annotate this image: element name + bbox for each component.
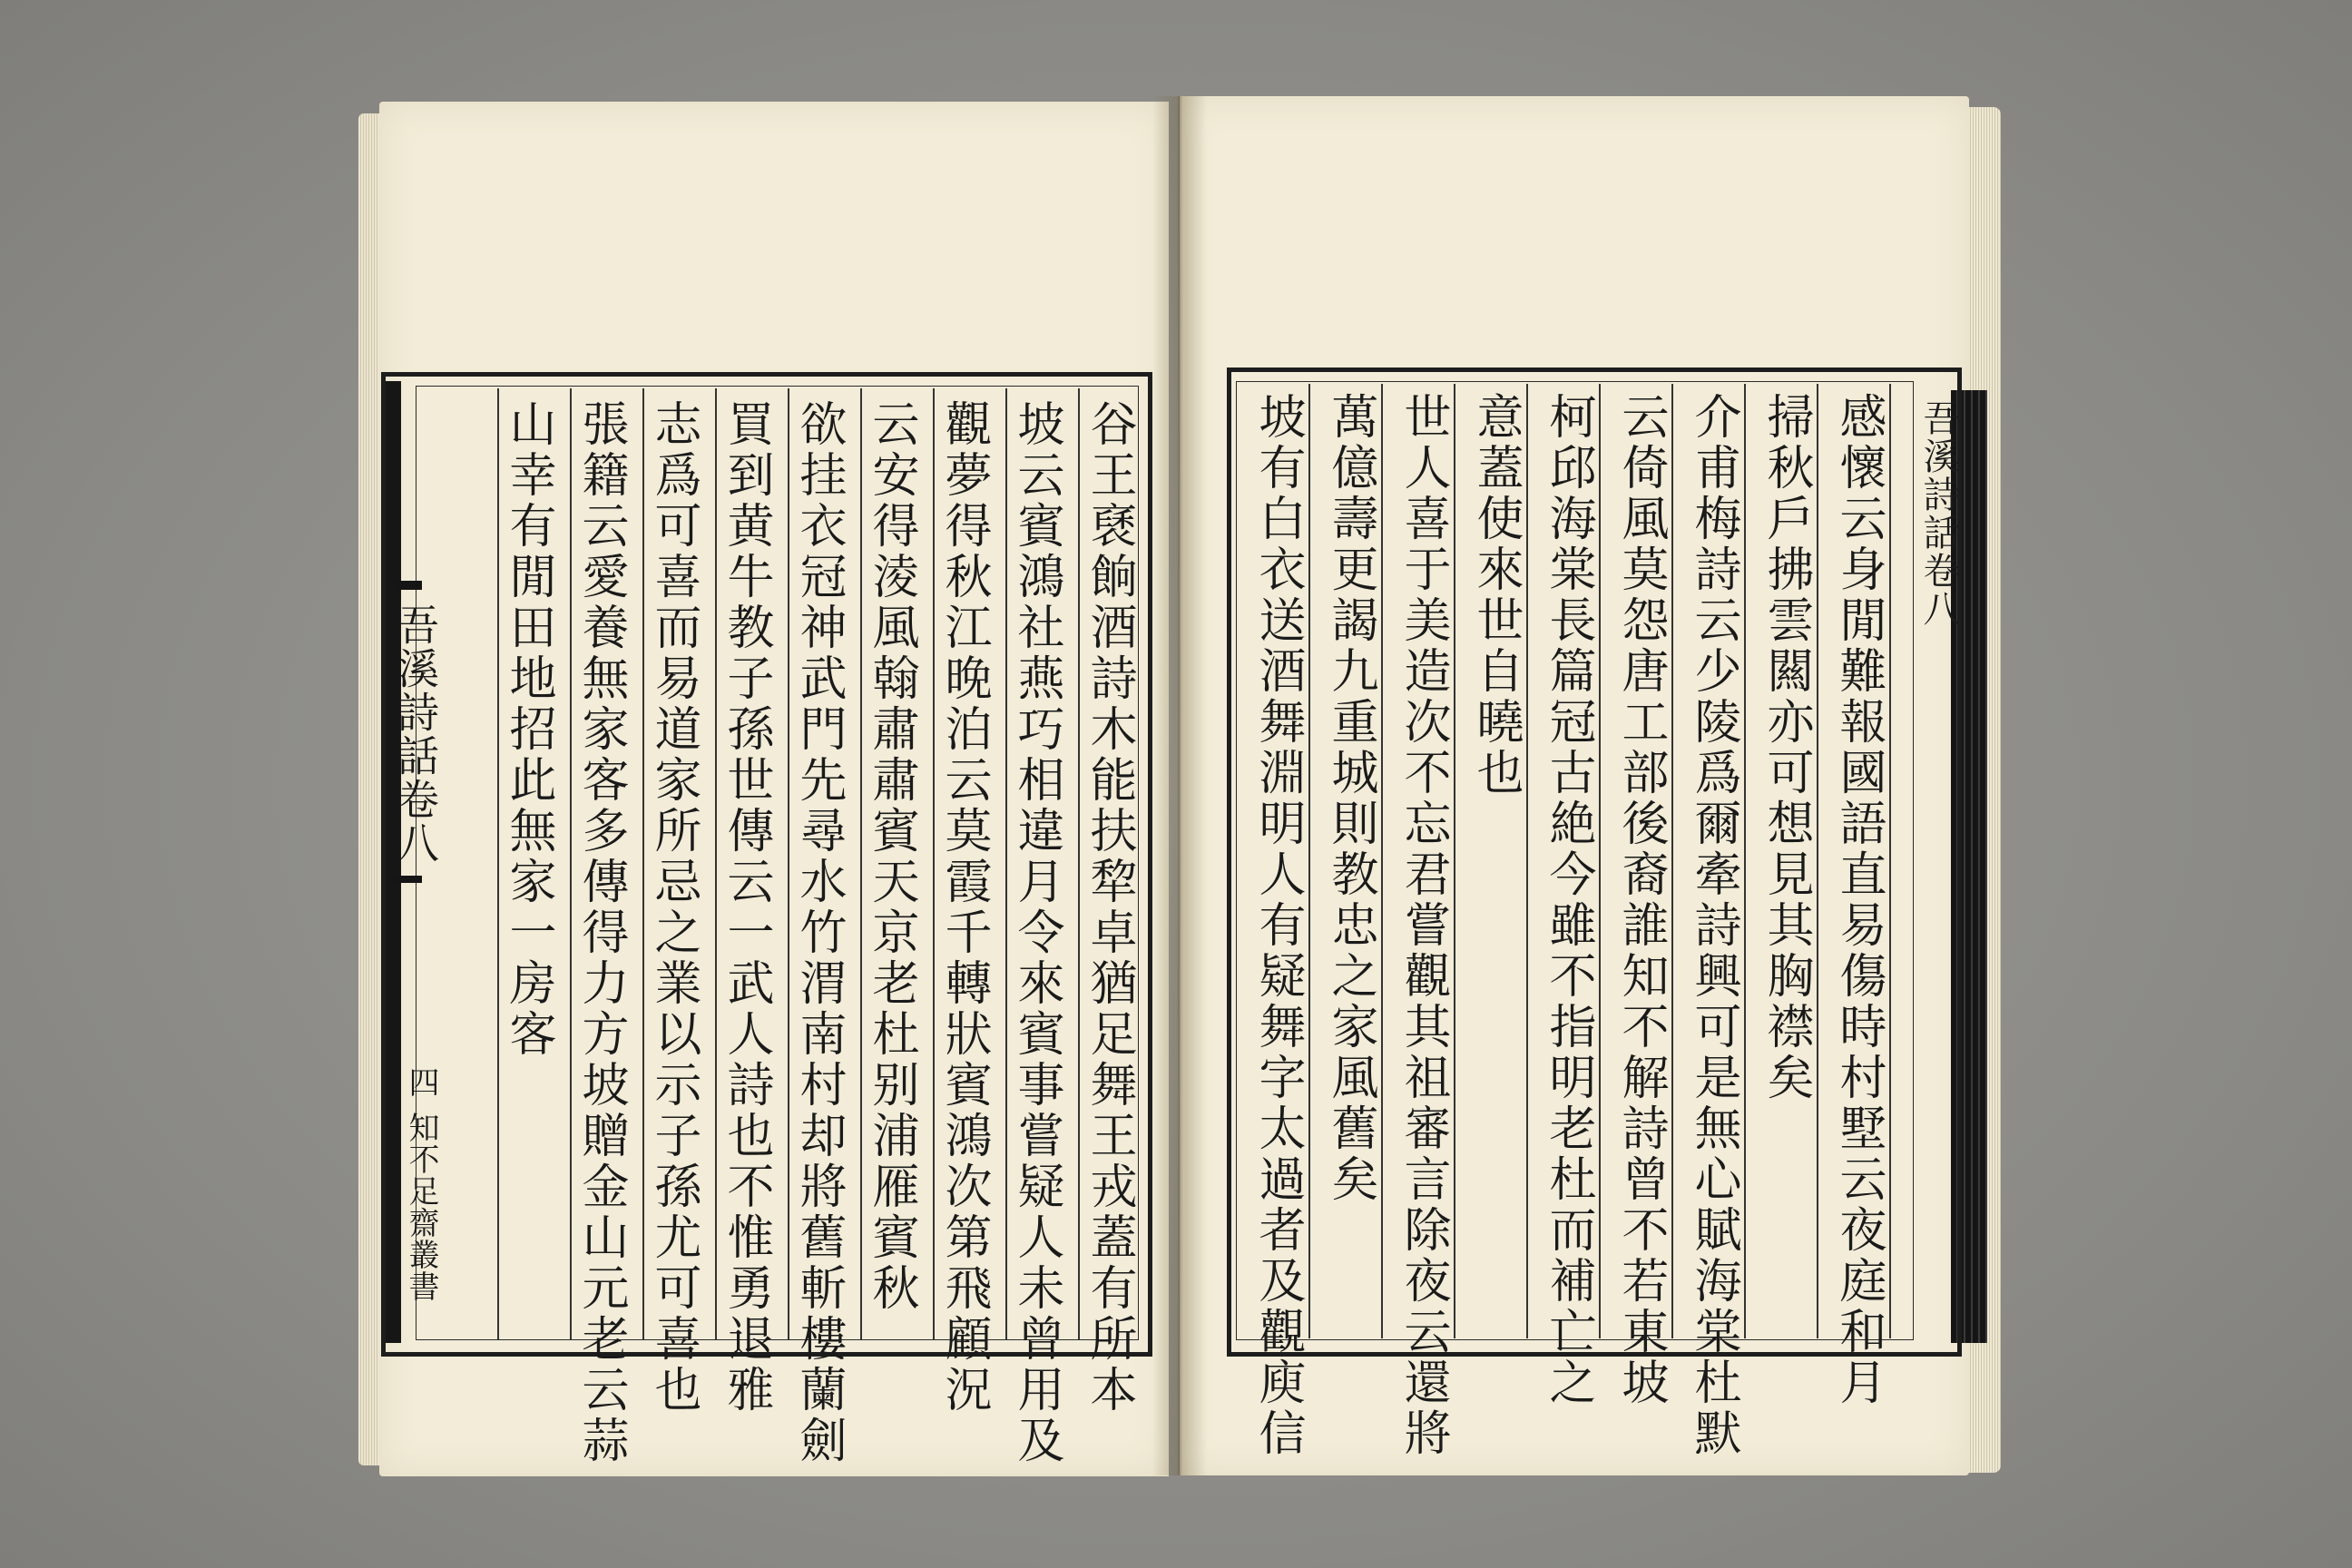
text-column: 買到黄牛教子孫世傳云一武人詩也不惟勇退雅: [719, 399, 773, 1416]
column-divider: [1381, 384, 1383, 1338]
column-divider: [1744, 384, 1746, 1338]
column-divider: [1078, 388, 1080, 1339]
fish-tail-mark: [395, 581, 422, 590]
text-column: 感懷云身閒難報國語直易傷時村墅云夜庭和月: [1831, 392, 1886, 1408]
text-column: 坡云賓鴻社燕巧相違月令來賓事嘗疑人未曾用及: [1009, 399, 1063, 1466]
text-column: 世人喜于美造次不忘君嘗觀其祖審言除夜云還將: [1396, 392, 1450, 1459]
column-divider: [642, 388, 644, 1339]
column-divider: [570, 388, 572, 1339]
text-column: 觀夢得秋江晚泊云莫霞千轉狀賓鴻次第飛顧況: [936, 399, 991, 1416]
column-divider: [1671, 384, 1673, 1338]
right-margin-title: 吾溪詩話卷八: [1917, 399, 1959, 628]
column-divider: [860, 388, 862, 1339]
text-column: 山幸有閒田地招此無家一房客: [501, 399, 555, 1060]
text-column: 萬億壽更謁九重城則教忠之家風舊矣: [1323, 392, 1377, 1205]
text-column: 張籍云愛養無家客多傳得力方坡贈金山元老云蒜: [573, 399, 628, 1466]
text-column: 掃秋戶拂雲闗亦可想見其胸襟矣: [1759, 392, 1813, 1103]
text-column: 意蓋使來世自曉也: [1468, 392, 1523, 799]
column-divider: [1889, 384, 1891, 1338]
publisher-name: 知不足齋叢書: [403, 1112, 439, 1302]
text-column: 柯邱海棠長篇冠古絶今雖不指明老杜而補亡之: [1541, 392, 1595, 1408]
column-divider: [715, 388, 717, 1339]
left-page-number: 四: [403, 1066, 439, 1098]
column-divider: [933, 388, 935, 1339]
left-margin-title: 吾溪詩話卷八: [391, 603, 440, 865]
column-divider: [788, 388, 789, 1339]
text-column: 云倚風莫怨唐工部後裔誰知不解詩曾不若東坡: [1613, 392, 1668, 1408]
text-column: 谷王褎餉酒詩木能扶犂卓猶足舞王戎蓋有所本: [1082, 399, 1136, 1416]
text-column: 介甫梅詩云少陵爲爾牽詩興可是無心賦海棠杜默: [1686, 392, 1740, 1459]
text-column: 云安得淩風翰肅肅賓天京老杜别浦雁賓秋: [864, 399, 918, 1314]
text-column: 欲挂衣冠神武門先尋水竹渭南村却將舊斬樓蘭劍: [791, 399, 846, 1466]
column-divider: [1308, 384, 1310, 1338]
text-column: 志爲可喜而易道家所忌之業以示子孫尤可喜也: [646, 399, 701, 1416]
column-divider: [1526, 384, 1528, 1338]
text-column: 坡有白衣送酒舞淵明人有疑舞字太過者及觀庾信: [1250, 392, 1305, 1459]
column-divider: [1454, 384, 1455, 1338]
column-divider: [1005, 388, 1007, 1339]
book-gutter: [1152, 96, 1207, 1475]
column-divider: [497, 388, 499, 1339]
column-divider: [1817, 384, 1818, 1338]
fish-tail-mark: [395, 876, 422, 883]
column-divider: [1599, 384, 1601, 1338]
